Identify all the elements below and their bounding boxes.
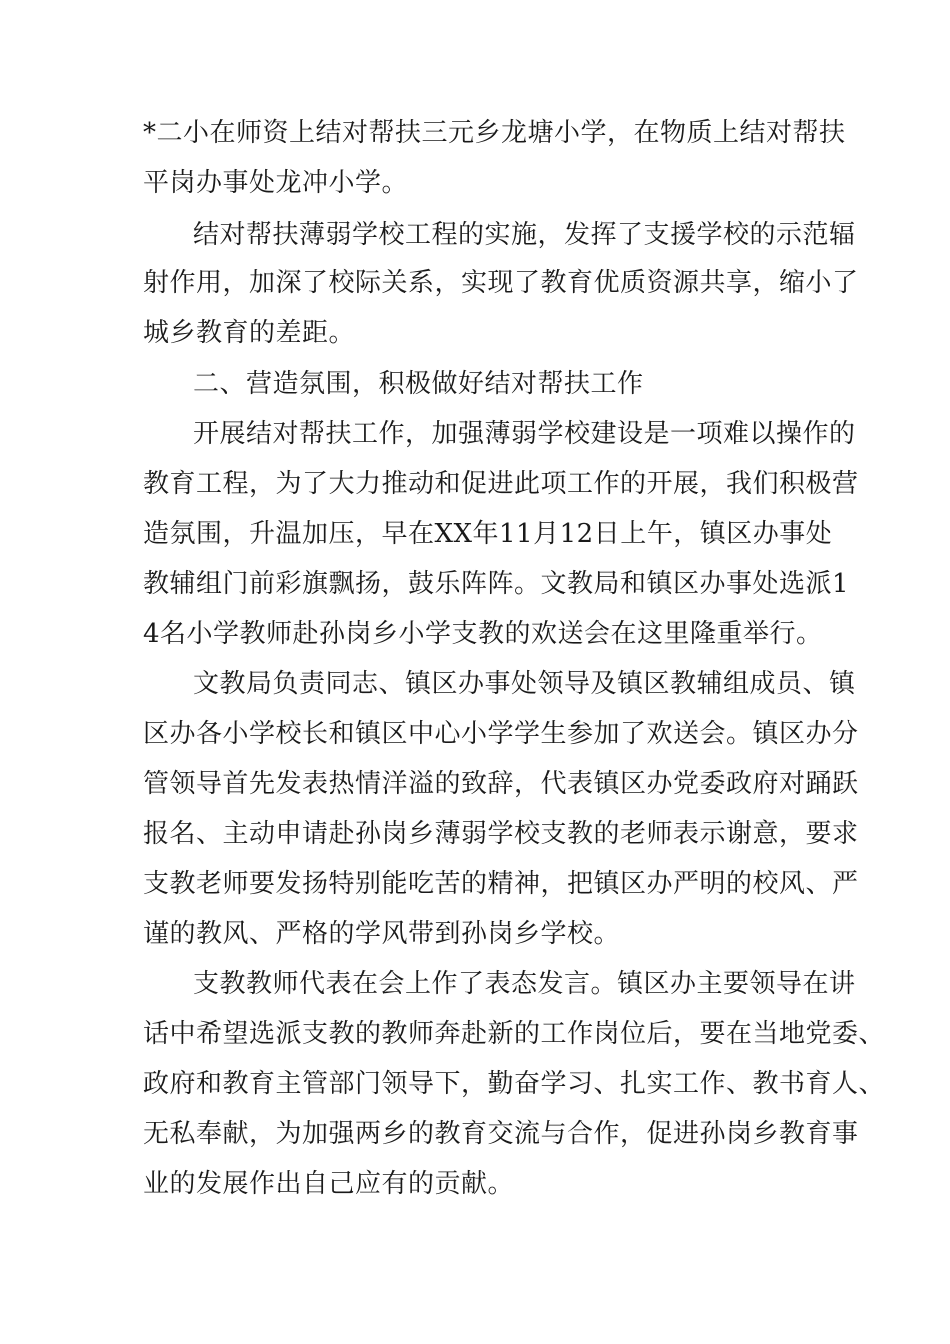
- text-line: 业的发展作出自己应有的贡献。: [143, 1169, 515, 1199]
- text-line: *二小在师资上结对帮扶三元乡龙塘小学，在物质上结对帮扶: [143, 118, 846, 148]
- text-line: 管领导首先发表热情洋溢的致辞，代表镇区办党委政府对踊跃: [143, 769, 859, 799]
- text-line: 报名、主动申请赴孙岗乡薄弱学校支教的老师表示谢意，要求: [143, 819, 859, 849]
- text-line: 文教局负责同志、镇区办事处领导及镇区教辅组成员、镇: [193, 669, 856, 699]
- text-line: 射作用，加深了校际关系，实现了教育优质资源共享，缩小了: [143, 268, 859, 298]
- text-line: 开展结对帮扶工作，加强薄弱学校建设是一项难以操作的: [193, 419, 856, 449]
- text-line: 谨的教风、严格的学风带到孙岗乡学校。: [143, 919, 621, 949]
- text-line: 支教老师要发扬特别能吃苦的精神，把镇区办严明的校风、严: [143, 869, 859, 899]
- section-heading: 二、营造氛围，积极做好结对帮扶工作: [193, 369, 644, 399]
- text-line: 话中希望选派支教的教师奔赴新的工作岗位后，要在当地党委、: [143, 1019, 886, 1049]
- text-line: 区办各小学校长和镇区中心小学学生参加了欢送会。镇区办分: [143, 719, 859, 749]
- text-line: 造氛围，升温加压，早在XX年11月12日上午，镇区办事处: [143, 519, 833, 549]
- text-line: 4名小学教师赴孙岗乡小学支教的欢送会在这里隆重举行。: [143, 619, 823, 649]
- text-line: 无私奉献，为加强两乡的教育交流与合作，促进孙岗乡教育事: [143, 1119, 859, 1149]
- text-line: 平岗办事处龙冲小学。: [143, 168, 409, 198]
- text-line: 城乡教育的差距。: [143, 318, 356, 348]
- text-line: 结对帮扶薄弱学校工程的实施，发挥了支援学校的示范辐: [193, 220, 856, 250]
- text-line: 教辅组门前彩旗飘扬，鼓乐阵阵。文教局和镇区办事处选派1: [143, 569, 850, 599]
- text-line: 支教教师代表在会上作了表态发言。镇区办主要领导在讲: [193, 969, 856, 999]
- text-line: 政府和教育主管部门领导下，勤奋学习、扎实工作、教书育人、: [143, 1069, 886, 1099]
- text-line: 教育工程，为了大力推动和促进此项工作的开展，我们积极营: [143, 469, 859, 499]
